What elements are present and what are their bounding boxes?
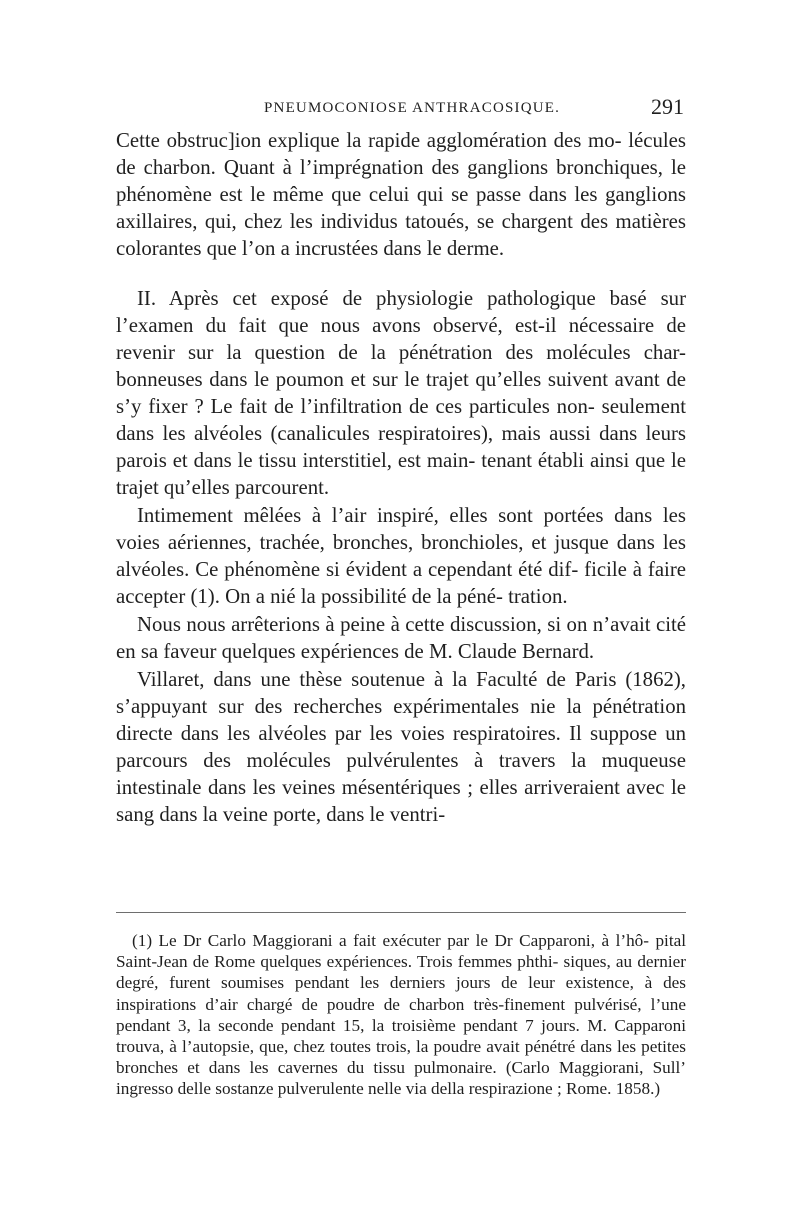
- paragraph-villaret: Villaret, dans une thèse soutenue à la Faculté de Paris (1862), s’appuyant sur des recherches expérimentales nie la pénétration directe dans les alvéoles par les voies respiratoires. Il suppose un parcours des molécules pulvérulentes à travers la muqueuse intestinale dans les veines mésentériques ; elles arriveraient avec le sang dans la veine porte, dans le ventri-: [116, 668, 686, 826]
- paragraph-inspired-air: Intimement mêlées à l’air inspiré, elles sont portées dans les voies aériennes, trachée, bronches, bronchioles, et jusque dans les alvéoles. Ce phénomène si évident a cependant été dif- ficile à faire accepter (1). On a nié la possibilité de la péné- tration.: [116, 504, 686, 608]
- page-number: 291: [651, 94, 684, 119]
- paragraph-section-ii: II. Après cet exposé de physiologie pathologique basé sur l’examen du fait que nous avons observé, est-il nécessaire de revenir sur la question de la pénétration des molécules char- bonneuses dans le poumon et sur le trajet qu’elles suivent avant de s’y fixer ? Le fait de l’infiltration de ces particules non- seulement dans les alvéoles (canalicules respiratoires), mais aussi dans leurs parois et dans le tissu interstitiel, est main- tenant établi ainsi que le trajet qu’elles parcourent.: [116, 287, 686, 499]
- footnote: [116, 930, 686, 1100]
- footnote-divider: [116, 912, 686, 913]
- paragraph-claude-bernard: Nous nous arrêterions à peine à cette discussion, si on n’avait cité en sa faveur quelques expériences de M. Claude Bernard.: [116, 613, 686, 663]
- main-text: [116, 127, 686, 828]
- section-gap: [116, 262, 686, 285]
- footnote-text: (1) Le Dr Carlo Maggiorani a fait exécuter par le Dr Capparoni, à l’hô- pital Saint-Jean de Rome quelques expériences. Trois femmes phthi- siques, au dernier degré, furent soumises pendant les derniers jours de leur existence, à des inspirations d’air chargé de poudre de charbon très-finement pulvérisé, l’une pendant 3, la seconde pendant 15, la troisième pendant 7 jours. M. Capparoni trouva, à l’autopsie, que, chez toutes trois, la poudre avait pénétré dans les petites bronches et dans les cavernes du tissu pulmonaire. (Carlo Maggiorani, Sull’ ingresso delle sostanze pulverulente nelle via della respirazione ; Rome. 1858.): [116, 931, 686, 1099]
- running-head: [116, 96, 684, 124]
- paragraph-obstruction: Cette obstruc]ion explique la rapide agglomération des mo- lécules de charbon. Quant à l’imprégnation des ganglions bronchiques, le phénomène est le même que celui qui se passe dans les ganglions axillaires, qui, chez les individus tatoués, se chargent des matières colorantes que l’on a incrustées dans le derme.: [116, 129, 686, 260]
- running-title: PNEUMOCONIOSE ANTHRACOSIQUE.: [264, 100, 561, 116]
